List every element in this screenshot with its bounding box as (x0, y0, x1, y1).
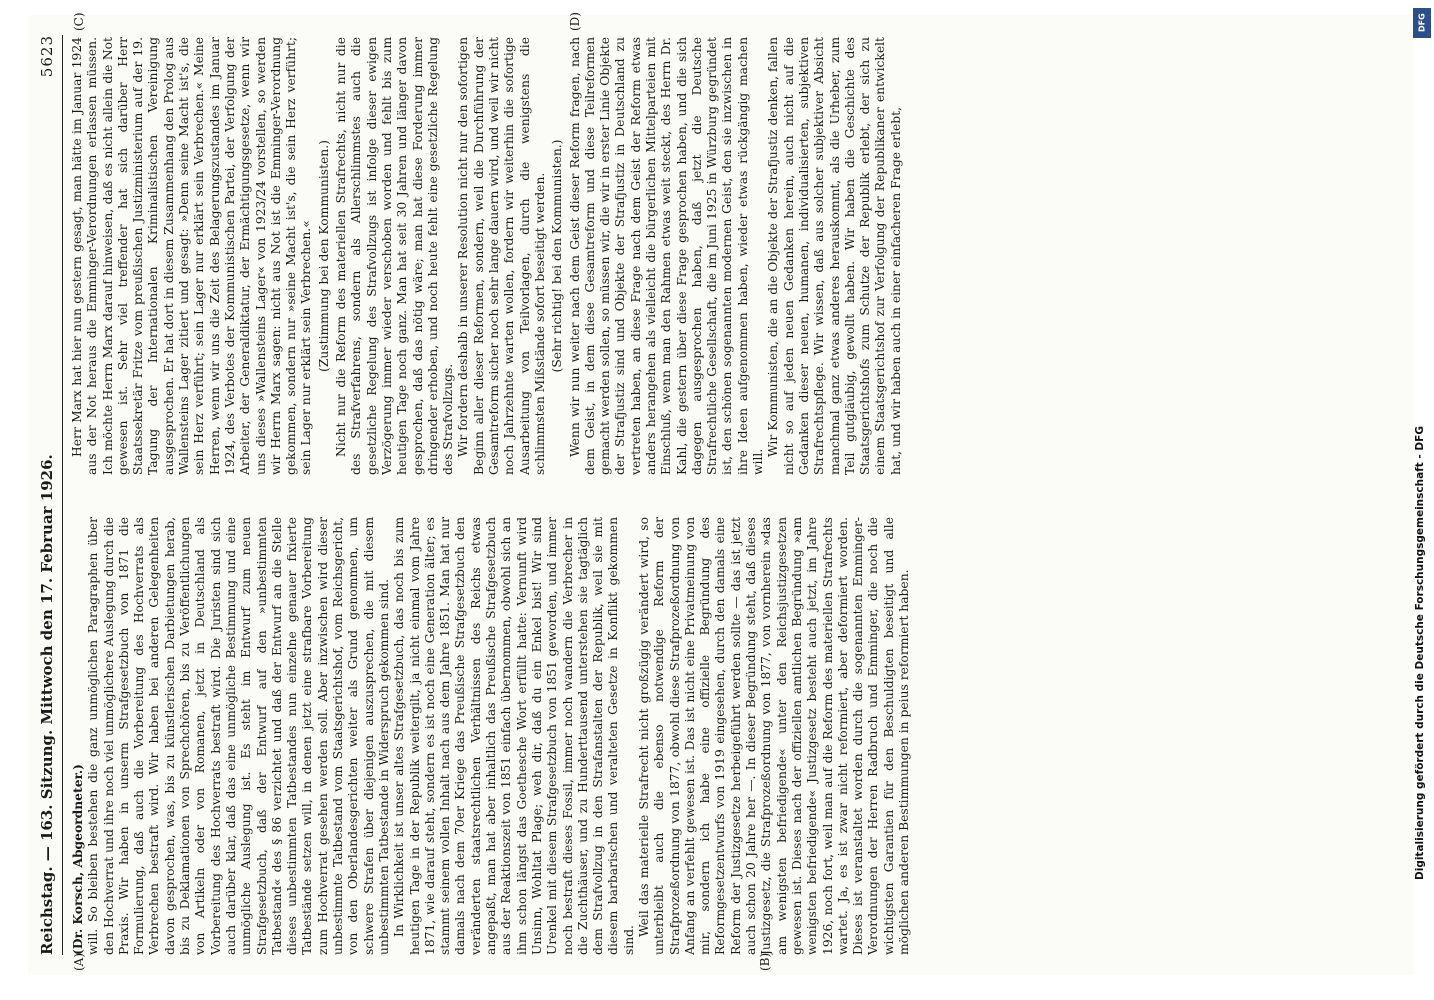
interjection: (Zustimmung bei den Kommunisten.) (316, 140, 331, 372)
paragraph: Nicht nur die Reform des materiellen Strafrechts, nicht nur die des Strafverfahrens, sondern als Allerschlimmstes auch die gesetzliche Regelung des Strafvollzugs ist infolge dieser ewigen Verzögerung immer wieder verschoben worden und fehlt bis zum heutigen Tage noch ganz. Man hat seit 30 Jahren und länger davon gesprochen, daß das nötig wäre; man hat diese Forderung immer dringender erhoben, und noch heute fehlt eine gesetzliche Regelung des Strafvollzugs. (334, 37, 456, 475)
header-title: Reichstag. — 163. Sitzung. Mittwoch den 17. Februar 1926. (38, 454, 56, 955)
paragraph: will. So bleiben bestehen die ganz unmöglichen Paragraphen über den Hochverrat und ihre noch viel unmöglichere Auslegung durch die Praxis. Wir haben in unserm Strafgesetzbuch von 1871 die Formulierung, daß auch die Vorbereitung des Hochverrats als Verbrechen bestraft wird. Wir haben bei anderen Gelegenheiten davon gesprochen, was, bis zu künstlerischen Darbietungen herab, bis zu Deklamationen von Sprechchören, bis zu Veröffentlichungen von Artikeln oder von Romanen, jetzt in Deutschland als Vorbereitung des Hochverrats bestraft wird. Die Juristen sind sich auch darüber klar, daß das eine unmögliche Bestimmung und eine unmögliche Auslegung ist. Es steht im Entwurf zum neuen Strafgesetzbuch, daß der Entwurf auf den »unbestimmten Tatbestand« des § 86 verzichtet und daß der Entwurf an die Stelle dieses unbestimmten Tatbestandes nun einzelne genauer fixierte Tatbestände setzen will, in denen jetzt eine strafbare Vorbereitung zum Hochverrat gesehen werden soll. Aber inzwischen wird dieser unbestimmte Tatbestand vom Staatsgerichtshof, vom Reichsgericht, von den Oberlandesgerichten weiter als Grund genommen, um schwere Strafen über diejenigen auszusprechen, die mit diesem unbestimmten Tatbestande in Widerspruch gekommen sind. (86, 517, 391, 955)
page-header (38, 35, 60, 955)
header-rule (62, 35, 63, 955)
paragraph: In Wirklichkeit ist unser altes Strafgesetzbuch, das noch bis zum heutigen Tage in der Republik weitergilt, ja nicht einmal vom Jahre 1871, wie darauf steht, sondern es ist noch eine Generation älter; es stammt seinem vollen Inhalt nach aus dem Jahre 1851. Man hat nur damals nach dem 70er Kriege das Preußische Strafgesetzbuch den veränderten staatsrechtlichen Verhältnissen des Reichs etwas angepaßt, man hat aber inhaltlich das Preußische Strafgesetzbuch aus der Reaktionszeit von 1851 einfach übernommen, obwohl sich an ihm schon längst das Goethesche Wort erfüllt hatte: Vernunft wird Unsinn, Wohltat Plage; weh dir, daß du ein Enkel bist! Wir sind Urenkel mit diesem Strafgesetzbuch von 1851 geworden, und immer noch bestraft dieses Fossil, immer noch wandern die Verbrecher in die Zuchthäuser, und zu Hunderttausend unterstehen sie tagtäglich dem Strafvollzug in den Strafanstalten der Republik, weil sie mit diesem barbarischen und veralteten Gesetze in Konflikt gekommen sind. (392, 517, 636, 955)
margin-marker-d: (D) (568, 12, 582, 31)
paragraph: Weil das materielle Strafrecht nicht großzügig verändert wird, so unterbleibt auch die ebenso notwendige Reform der Strafprozeßordnung von 1877, obwohl diese Strafprozeßordnung von Anfang an verfehlt gewesen ist. Das ist nicht eine Privatmeinung von mir, sondern ich habe eine offizielle Begründung des Reformgesetzentwurfs von 1919 eingesehen, durch den damals eine Reform der Justizgesetze herbeigeführt werden sollte — das ist jetzt auch schon 20 Jahre her —. In dieser Begründung steht, daß dieses Justizgesetz, die Strafprozeßordnung von 1877, von vornherein »das am wenigsten befriedigende« unter den Reichsjustizgesetzen gewesen ist. Dieses nach der offiziellen amtlichen Begründung »am wenigsten befriedigende« Justizgesetz besteht auch jetzt, im Jahre 1926, noch fort, weil man auf die Reform des materiellen Strafrechts wartet. Ja, es ist zwar nicht reformiert, aber deformiert worden. Dieses ist veranstaltet worden durch die sogenannten Emminger-Verordnungen der Herren Radbruch und Emminger, die noch die wichtigsten Garantien für den Beschuldigten beseitigt und alle möglichen anderen Bestimmungen in peius reformiert haben. (636, 517, 912, 955)
digitization-credit: Digitalisierung gefördert durch die Deutsche Forschungsgemeinschaft - DFG (1414, 426, 1426, 880)
speaker-line: (Dr. Korsch, Abgeordneter.) (70, 764, 85, 955)
dfg-logo: DFG (1413, 8, 1431, 38)
rotated-newspaper-page (28, 12, 1413, 975)
left-column (70, 517, 1400, 955)
paragraph: Herr Marx hat hier nun gestern gesagt, man hätte im Januar 1924 aus der Not heraus die Emminger-Verordnungen erlassen müssen. Ich möchte Herrn Marx darauf hinweisen, daß es nicht allein die Not gewesen ist. Sehr viel treffender hat sich darüber Herr Staatssekretär Fritze vom preußischen Justizministerium auf der 19. Tagung der Internationalen Kriminalistischen Vereinigung ausgesprochen. Er hat dort in diesem Zusammenhang den Prolog aus Wallensteins Lager zitiert und gesagt: »Denn seine Macht ist's, die sein Herz verführt; sein Lager nur erklärt sein Verbrechen.« Meine Herren, wenn wir uns die Zeit des Belagerungszustandes im Januar 1924, des Verbotes der Kommunistischen Partei, der Verfolgung der Arbeiter, der Generaldiktatur, der Ermächtigungsgesetze, wenn wir uns dieses »Wallensteins Lager« von 1923/24 vorstellen, so werden wir Herrn Marx sagen: nicht aus Not ist die Emminger-Verordnung gekommen, sondern nur »seine Macht ist's, die sein Herz verführt; sein Lager nur erklärt sein Verbrechen.« (70, 37, 314, 475)
paragraph: Wir Kommunisten, die an die Objekte der Strafjustiz denken, fallen nicht so auf jeden neuen Gedanken herein, auch nicht auf die Gedanken dieser neuen, humanen, individualisierten, subjektiven Strafrechtspflege. Wir wissen, daß aus solcher subjektiver Absicht manchmal ganz etwas anderes herauskommt, als die Urheber, zum Teil gutgläubig, gewollt haben. Wir haben die Geschichte des Staatsgerichtshofs zum Schutze der Republik erlebt, der sich zu einem Staatsgerichtshof zur Verfolgung der Republikaner entwickelt hat, und wir haben auch in einer einfacheren Frage erlebt, (766, 37, 903, 475)
margin-marker-a: (A) (72, 952, 86, 971)
margin-marker-b: (B) (758, 952, 772, 971)
right-column (70, 37, 1400, 475)
page-number: 5623 (38, 35, 56, 78)
paragraph: Wenn wir nun weiter nach dem Geist dieser Reform fragen, nach dem Geist, in dem diese Gesamtreform und diese Teilreformen gemacht werden sollen, so müssen wir, die wir in erster Linie Objekte der Strafjustiz sind und Objekte der Strafjustiz in Deutschland zu vertreten haben, an diese Frage nach dem Geist der Reform etwas anders herangehen als vielleicht die bürgerlichen Mittelparteien mit Einschluß, wenn man den Rahmen etwas weit steckt, des Herrn Dr. Kahl, die gestern über diese Frage gesprochen haben, und die sich dagegen ausgesprochen haben, daß jetzt die Deutsche Strafrechtliche Gesellschaft, die im Juni 1925 in Würzburg gegründet ist, den schönen sogenannten modernen Geist, den sie inzwischen in ihre Ideen aufgenommen haben, wieder etwas rückgängig machen will. (567, 37, 766, 475)
interjection: (Sehr richtig! bei den Kommunisten.) (550, 139, 565, 373)
paragraph: Wir fordern deshalb in unserer Resolution nicht nur den sofortigen Beginn aller dieser Reformen, sondern, weil die Durchführung der Gesamtreform sicher noch sehr lange dauern wird, und weil wir nicht noch Jahrzehnte warten wollen, fordern wir weiterhin die sofortige Ausarbeitung von Teilvorlagen, durch die wenigstens die schlimmsten Mißstände sofort beseitigt werden. (456, 37, 547, 475)
margin-marker-c: (C) (72, 12, 86, 31)
